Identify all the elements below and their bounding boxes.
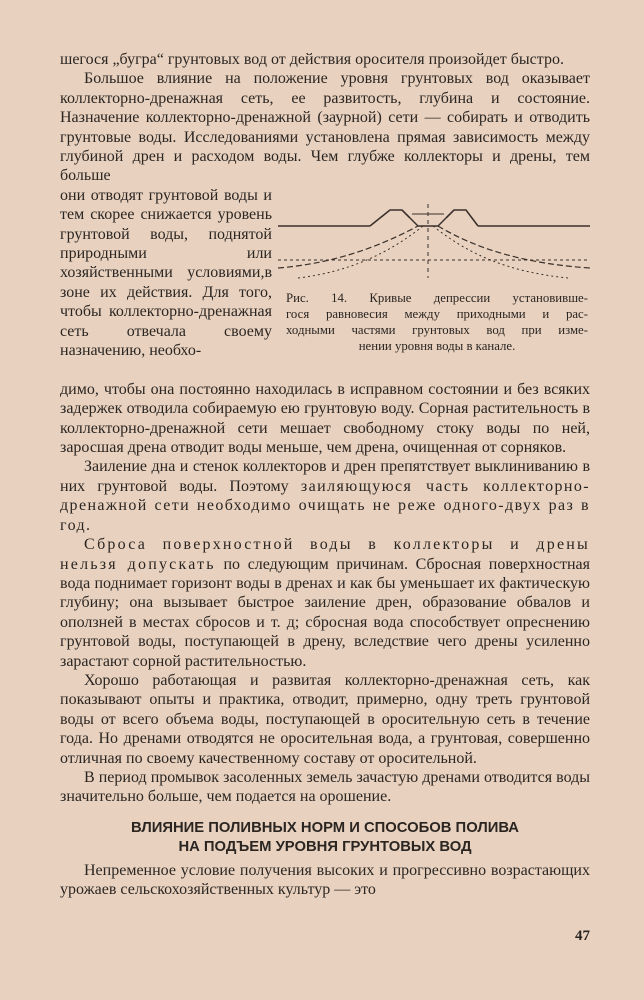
caption-line: ходными частями грунтовых вод при изме- [286,322,588,337]
paragraph-4 [60,535,590,671]
heading-line-1: ВЛИЯНИЕ ПОЛИВНЫХ НОРМ И СПОСОБОВ ПОЛИВА [131,819,519,836]
embankment-left [370,210,410,226]
paragraph-1: шегося „бугра“ грунтовых вод от действия оросителя произойдет быстро. [60,51,564,68]
depression-curve-left-2 [298,226,423,278]
paragraph-3-emphasis: заиляющуюся часть коллекторно-дренажной сети необходимо очищать не реже одного-двух раз в год. [60,477,591,534]
paragraph-6: В период промывок засоленных земель зачастую дренами отводится воды значительно больше, чем подается на орошение. [60,768,590,806]
depression-curve-right-1 [438,226,590,268]
embankment-right [446,210,478,226]
paragraph-7: Непременное условие получения высоких и прогрессивно возрастающих урожаев сельскохозяйственных культур — это [60,861,590,899]
caption-line: нении уровня воды в канале. [358,338,516,353]
paragraph-4-rest: по следующим причинам. Сбросная поверхностная вода поднимает горизонт воды в дренах и как бы уменьшает их фактическую глубину; она вызывает быстрое заиление дрен, образование обвалов и оползней в местах сбросов и т. д; сбросная вода способствует опреснению грунтовой воды, поступающей в дрену, вследствие чего дрены усиленно зарастают сорной растительностью. [60,555,591,670]
heading-line-2: НА ПОДЪЕМ УРОВНЯ ГРУНТОВЫХ ВОД [178,838,472,855]
figure-wrap-block [60,186,590,380]
paragraph-3-start: Заиление дна и стенок коллекторов и дрен препятствует выклиниванию в них грунтовой воды. Поэтому [60,458,590,495]
depression-curve-right-2 [433,226,568,278]
caption-line: Рис. 14. Кривые депрессии установивше- [286,290,588,305]
depression-curve-left-1 [278,226,418,268]
paragraph-2: Большое влияние на положение уровня грунтовых вод оказывает коллекторно-дренажная сеть, ее развитость, глубина и состояние. Назначение коллекторно-дренажной (заурной) сети — собирать и отводить грунтовые воды. Исследованиями установлена прямая зависимость между глубиной дрен и расходом воды. Чем глубже коллекторы и дрены, тем больше [60,70,590,185]
paragraph-5: Хорошо работающая и развитая коллекторно-дренажная сеть, как показывают опыты и практика, отводит, примерно, одну треть грунтовой воды от всего объема воды, поступающей в оросительную сеть в течение года. Но дренами отводятся не оросительная вода, а грунтовая, совершенно отличная по своему качественному составу от оросительной. [60,671,590,767]
figure-14 [278,186,590,380]
depression-curves-diagram [278,192,590,287]
paragraph-2-wrap: они отводят грунтовой воды и тем скорее снижается уровень грунтовой воды, поднятой природными или хозяйственными условиями,в зоне их действия. Для того, чтобы коллекторно-дренажная сеть отвечала своему назначению, необхо- [60,186,272,360]
figure-caption [286,290,588,354]
page-number: 47 [575,928,590,944]
body-text [60,50,590,900]
paragraph-3 [60,457,590,535]
paragraph-2-end: димо, чтобы она постоянно находилась в исправном состоянии и без всяких задержек отводила собираемую ею грунтовую воду. Сорная растительность в коллекторно-дренажной сети мешает свободному стоку воды по ней, заросшая дрена отводит воды меньше, чем дрена, очищенная от сорняков. [60,380,590,457]
caption-line: гося равновесия между приходными и рас- [286,306,588,321]
paragraph-4-emphasis: Сброса поверхностной воды в коллекторы и дрены нельзя допускать [60,536,590,573]
section-heading [60,819,590,857]
